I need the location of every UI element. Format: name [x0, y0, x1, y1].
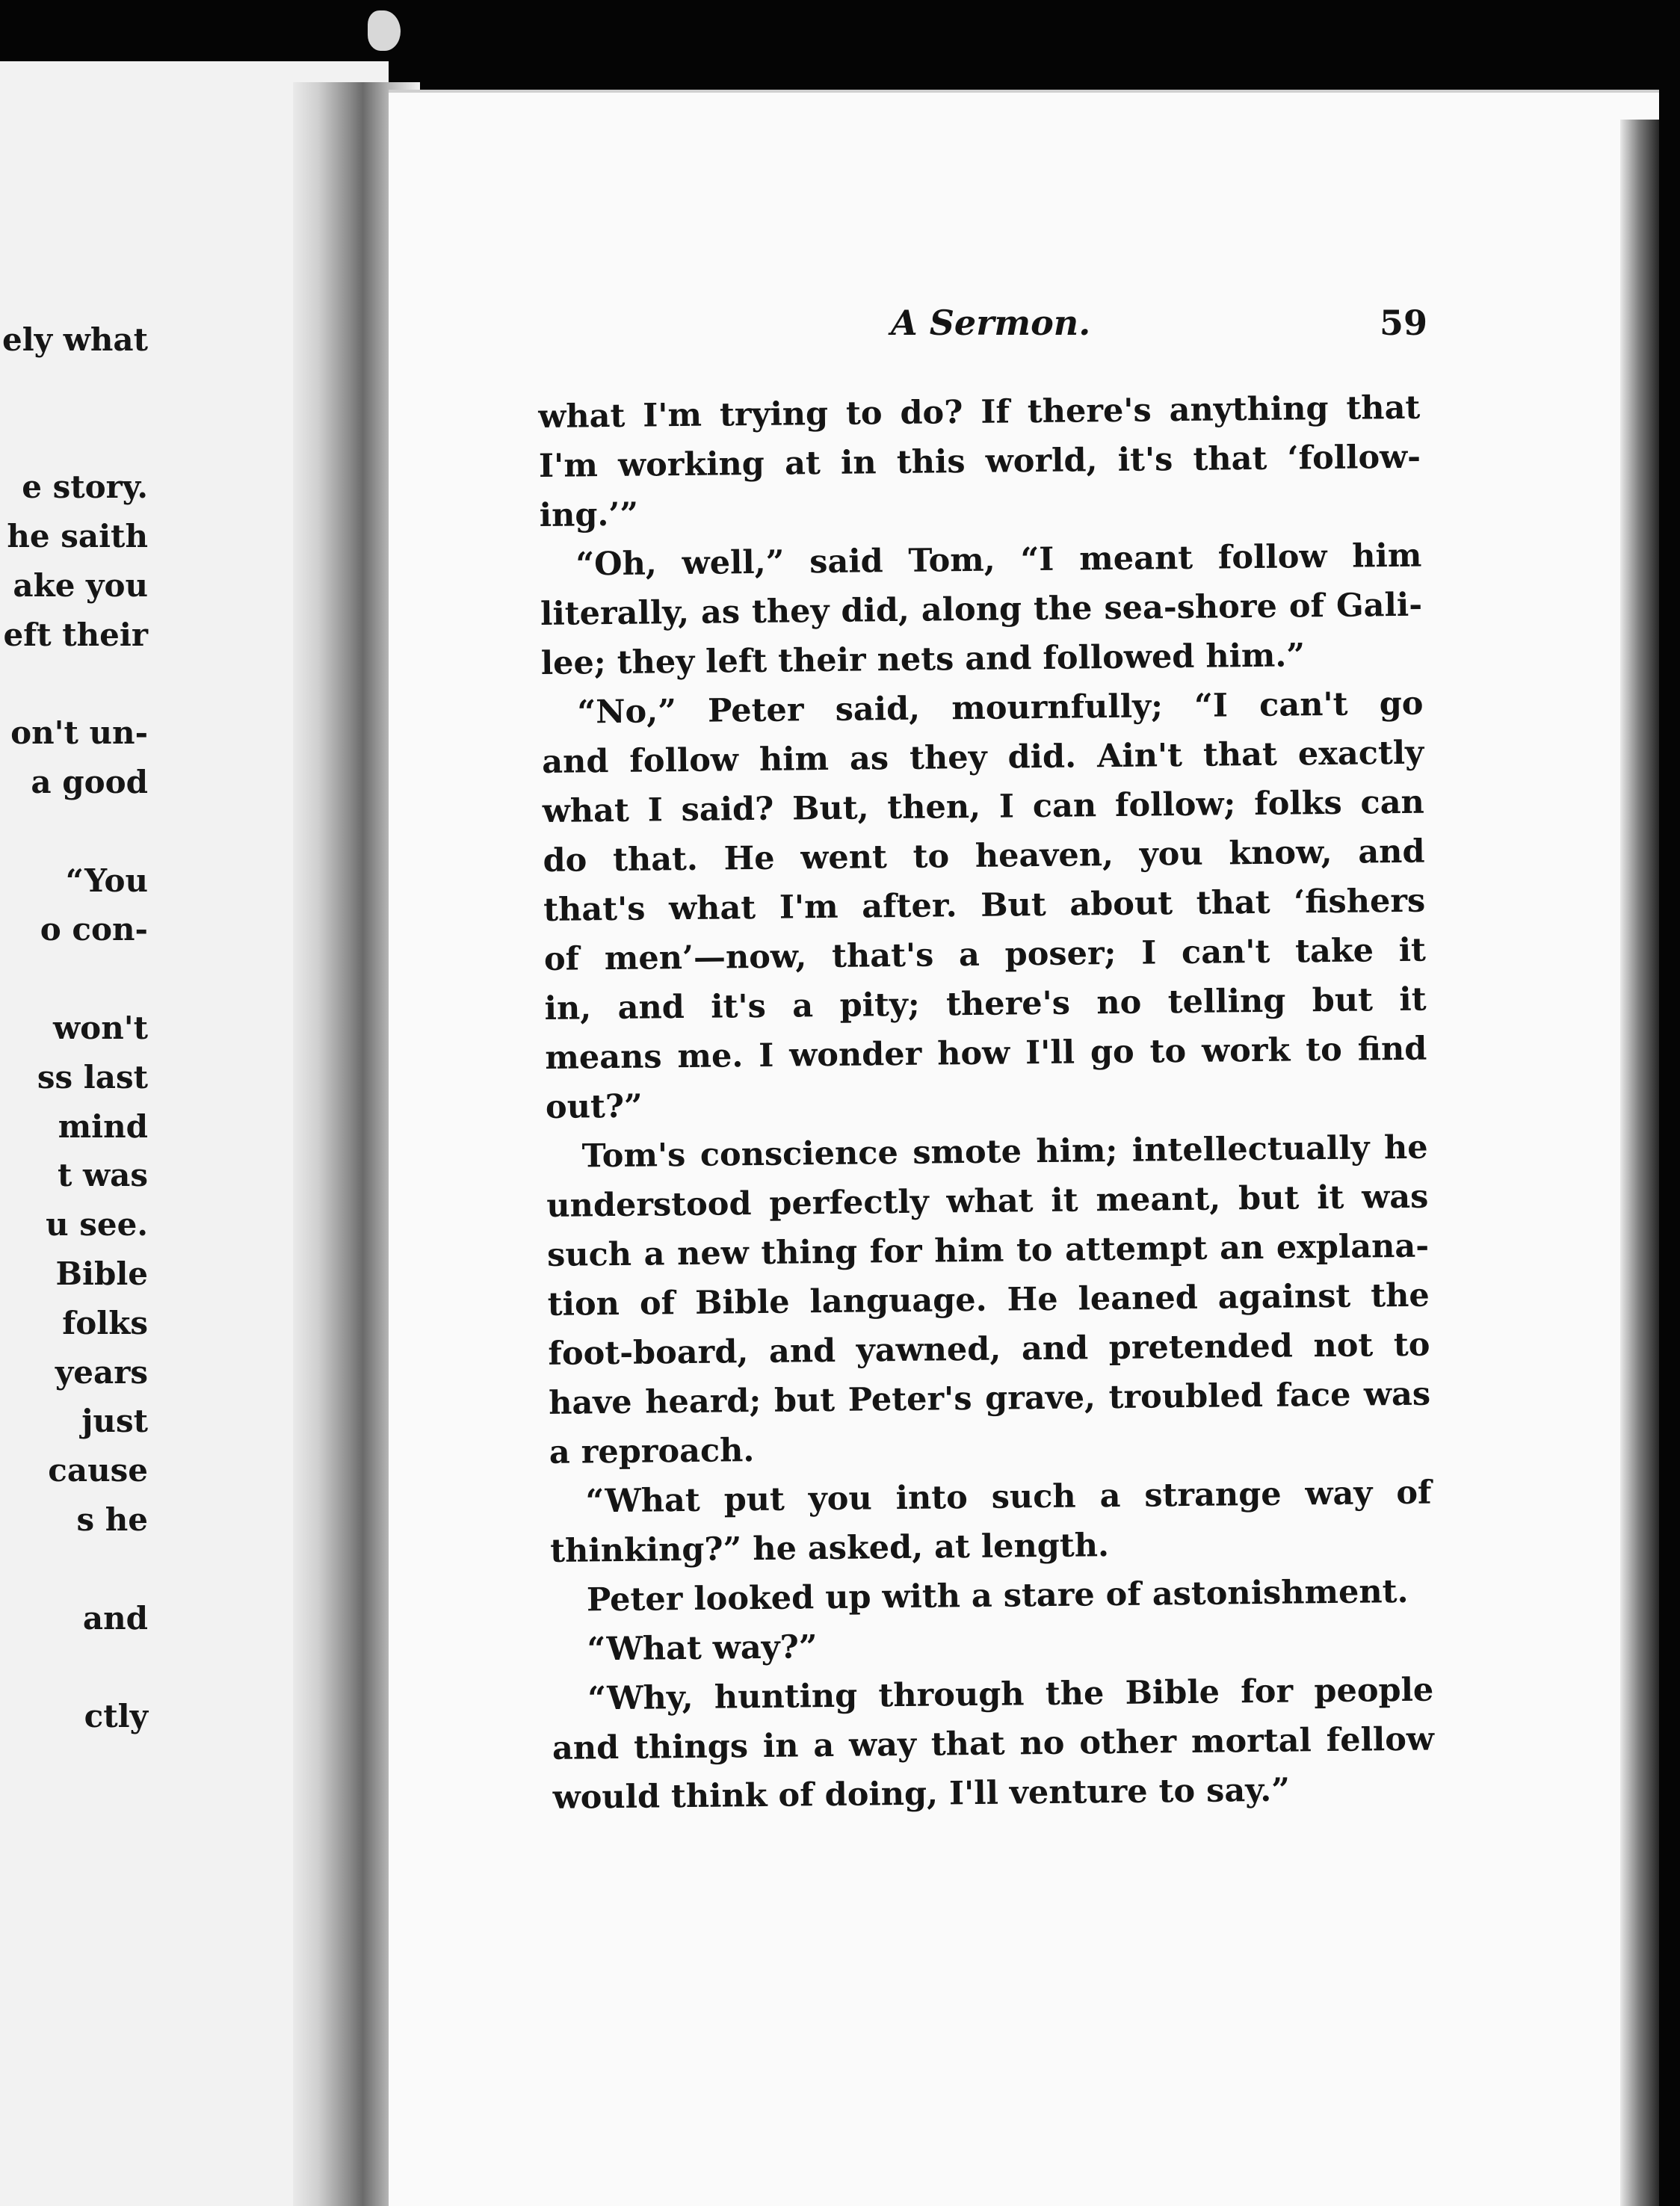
left-page-fragment: won't: [53, 1010, 148, 1046]
left-page-fragment: s he: [76, 1501, 148, 1538]
left-page-fragment: folks: [62, 1304, 148, 1341]
text-line: out?”: [545, 1087, 643, 1126]
left-page-fragment: Bible: [55, 1255, 148, 1292]
left-page-fragment: o con-: [40, 911, 148, 948]
left-page-fragment: ely what: [1, 321, 148, 358]
running-head: [501, 303, 1427, 355]
text-line: what I said? But, then, I can follow; folks can: [542, 783, 1425, 830]
text-line: that's what I'm after. But about that ‘fishers: [543, 882, 1426, 929]
text-line: Tom's conscience smote him; intellectually he: [581, 1128, 1428, 1175]
running-head-title: A Sermon.: [891, 303, 1091, 343]
page-number: 59: [1379, 303, 1427, 343]
text-line: means me. I wonder how I'll go to work to find: [545, 1030, 1427, 1077]
text-line: “What put you into such a strange way of: [585, 1474, 1432, 1521]
text-line: understood perfectly what it meant, but it was: [546, 1178, 1429, 1225]
paragraph: [552, 1666, 1435, 1823]
left-page-fragment: eft their: [3, 616, 148, 653]
text-line: foot-board, and yawned, and pretended not to: [548, 1326, 1430, 1373]
left-page-fragment: t was: [57, 1157, 148, 1194]
text-line: thinking?” he asked, at length.: [549, 1527, 1110, 1570]
left-page-fragment: “You: [65, 862, 148, 899]
paragraph: [549, 1468, 1432, 1576]
left-page-fragment: ake you: [13, 566, 148, 604]
text-line: such a new thing for him to attempt an explana-: [546, 1227, 1430, 1274]
text-line: and follow him as they did. Ain't that exactly: [541, 734, 1424, 781]
paragraph: [551, 1567, 1433, 1625]
text-line: lee; they left their nets and followed him.”: [540, 637, 1306, 682]
paragraph: [541, 679, 1427, 1132]
text-line: would think of doing, I'll venture to say.”: [552, 1771, 1291, 1817]
page-edge-shadow: [1620, 120, 1659, 2206]
text-line: “Oh, well,” said Tom, “I meant follow him: [575, 537, 1422, 584]
paragraph: [540, 531, 1423, 688]
left-page-fragment: on't un-: [10, 714, 148, 752]
left-page-fragment: years: [55, 1353, 148, 1391]
left-page-fragment: e story.: [22, 469, 148, 506]
text-line: what I'm trying to do? If there's anything that: [538, 389, 1421, 436]
left-page-fragment: and: [82, 1599, 148, 1637]
text-line: and things in a way that no other mortal fellow: [552, 1720, 1435, 1767]
body-text: [538, 383, 1435, 1823]
left-page-fragment: u see.: [46, 1206, 148, 1243]
text-line: Peter looked up with a stare of astonishment.: [586, 1572, 1409, 1619]
text-line: of men’—now, that's a poser; I can't take it: [543, 931, 1427, 978]
left-page-fragment: mind: [58, 1107, 148, 1145]
left-page-fragment: ss last: [37, 1058, 148, 1096]
left-page-fragment: just: [81, 1403, 148, 1440]
left-page-fragment: he saith: [7, 518, 148, 554]
ink-blot: [368, 10, 401, 51]
text-line: “What way?”: [587, 1628, 818, 1669]
paragraph: [538, 383, 1421, 540]
text-line: do that. He went to heaven, you know, and: [543, 832, 1425, 880]
text-line: a reproach.: [549, 1432, 755, 1471]
text-line: “Why, hunting through the Bible for people: [587, 1671, 1434, 1718]
left-page-fragment: a good: [31, 764, 148, 800]
left-page-fragment: ctly: [84, 1698, 148, 1735]
paragraph: [551, 1616, 1433, 1675]
text-line: “No,” Peter said, mournfully; “I can't go: [577, 685, 1424, 732]
text-line: literally, as they did, along the sea-shore of Gali-: [540, 586, 1423, 633]
text-line: have heard; but Peter's grave, troubled face was: [548, 1375, 1431, 1422]
paragraph: [546, 1123, 1431, 1477]
text-line: tion of Bible language. He leaned against the: [547, 1276, 1430, 1323]
left-page-fragment: cause: [48, 1452, 148, 1489]
text-line: ing.’”: [539, 495, 639, 534]
text-line: I'm working at in this world, it's that ‘follow-: [538, 438, 1421, 485]
text-line: in, and it's a pity; there's no telling but it: [544, 980, 1427, 1028]
